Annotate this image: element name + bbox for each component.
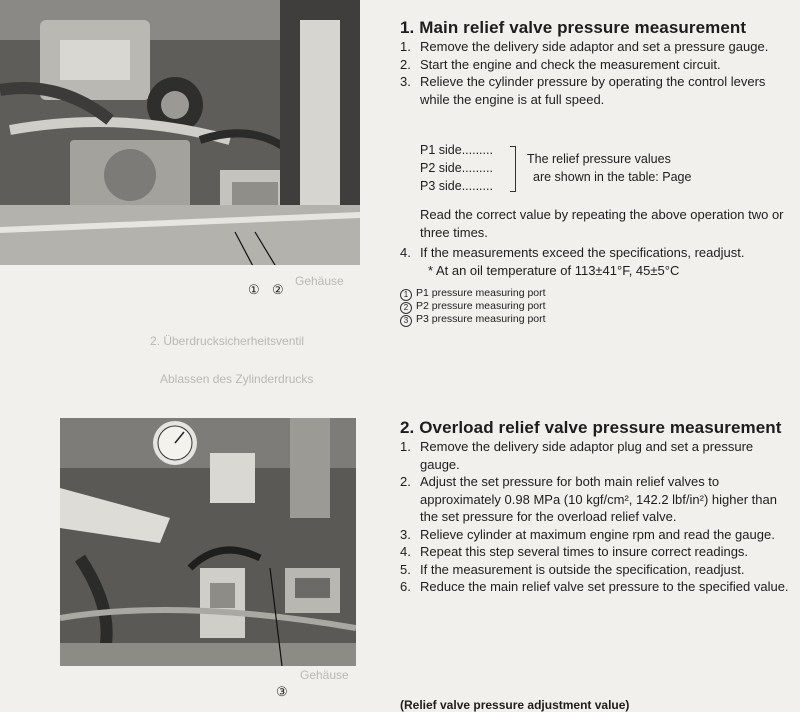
relief-values-note	[527, 150, 691, 186]
list-item	[400, 561, 792, 579]
step-text: Reduce the main relief valve set pressure to the specified value.	[420, 579, 789, 594]
step-number: 2.	[400, 474, 411, 489]
step-number: 6.	[400, 579, 411, 594]
step-text: If the measurement is outside the specification, readjust.	[420, 561, 745, 577]
bleed-through-text: 2. Überdrucksicherheitsventil	[150, 334, 305, 348]
list-item	[400, 38, 792, 56]
step-text: Relieve cylinder at maximum engine rpm and read the gauge.	[420, 526, 775, 542]
legend-text: P1 pressure measuring port	[416, 287, 546, 299]
section-heading: 1. Main relief valve pressure measurement	[400, 18, 747, 37]
steps-list	[400, 438, 792, 596]
side-label: P1 side.........	[420, 143, 493, 157]
list-item	[400, 543, 792, 561]
engine-photo-top	[0, 0, 360, 265]
step-number: 1.	[400, 39, 411, 54]
step-text: Remove the delivery side adaptor and set a pressure gauge.	[420, 39, 769, 54]
bleed-through-text: Gehäuse	[295, 274, 344, 288]
legend-marker: 2	[400, 302, 412, 314]
bottom-cut-text: (Relief valve pressure adjustment value)	[400, 698, 630, 712]
photo-callout-2: ②	[272, 282, 284, 297]
side-label: P3 side.........	[420, 179, 493, 193]
list-item	[400, 438, 792, 473]
temperature-note: * At an oil temperature of 113±41°F, 45±5°C	[428, 262, 680, 278]
step-number: 1.	[400, 439, 411, 454]
legend-item	[400, 314, 546, 327]
list-item	[400, 56, 792, 74]
step-number: 4.	[400, 544, 411, 559]
steps-list	[400, 244, 792, 262]
list-item	[400, 578, 792, 596]
legend-marker: 3	[400, 315, 412, 327]
step-text: Remove the delivery side adaptor plug and set a pressure gauge.	[420, 439, 754, 472]
list-item	[400, 473, 792, 526]
port-legend	[400, 288, 546, 327]
section-main-relief	[400, 18, 792, 108]
photo-callout-1: ①	[248, 282, 260, 297]
step-text: Start the engine and check the measurement circuit.	[420, 56, 721, 72]
photo-callout-3: ③	[276, 684, 288, 699]
side-label: P2 side.........	[420, 161, 493, 175]
step-number: 3.	[400, 526, 411, 542]
step-text: Repeat this step several times to insure correct readings.	[420, 544, 749, 559]
step-text: Adjust the set pressure for both main relief valves to approximately 0.98 MPa (10 kgf/cm², 142.2 lbf/in²) higher than the set pressure for the overload relief valve.	[420, 474, 777, 524]
engine-photo-bottom	[60, 418, 356, 666]
pressure-sides-list	[420, 141, 493, 195]
step-number: 2.	[400, 56, 411, 72]
note-line: are shown in the table: Page	[533, 170, 692, 184]
step-number: 3.	[400, 74, 411, 89]
brace	[510, 146, 516, 192]
list-item	[400, 244, 792, 262]
step-number: 4.	[400, 245, 411, 260]
section-heading: 2. Overload relief valve pressure measurement	[400, 418, 782, 437]
step-number: 5.	[400, 561, 411, 577]
step-text: If the measurements exceed the specifications, readjust.	[420, 245, 745, 260]
steps-list	[400, 38, 792, 108]
note-line: The relief pressure values	[527, 152, 671, 166]
legend-marker: 1	[400, 289, 412, 301]
list-item	[400, 526, 792, 544]
read-value-text: Read the correct value by repeating the above operation two or three times.	[420, 207, 784, 240]
bleed-through-text: Gehäuse	[300, 668, 349, 682]
list-item	[400, 73, 792, 108]
section-overload-relief	[400, 418, 792, 596]
section-main-relief-cont	[400, 206, 792, 279]
step-text: Relieve the cylinder pressure by operating the control levers while the engine is at full speed.	[420, 74, 766, 107]
legend-text: P2 pressure measuring port	[416, 300, 546, 312]
legend-text: P3 pressure measuring port	[416, 313, 546, 325]
bleed-through-text: Ablassen des Zylinderdrucks	[160, 372, 314, 386]
